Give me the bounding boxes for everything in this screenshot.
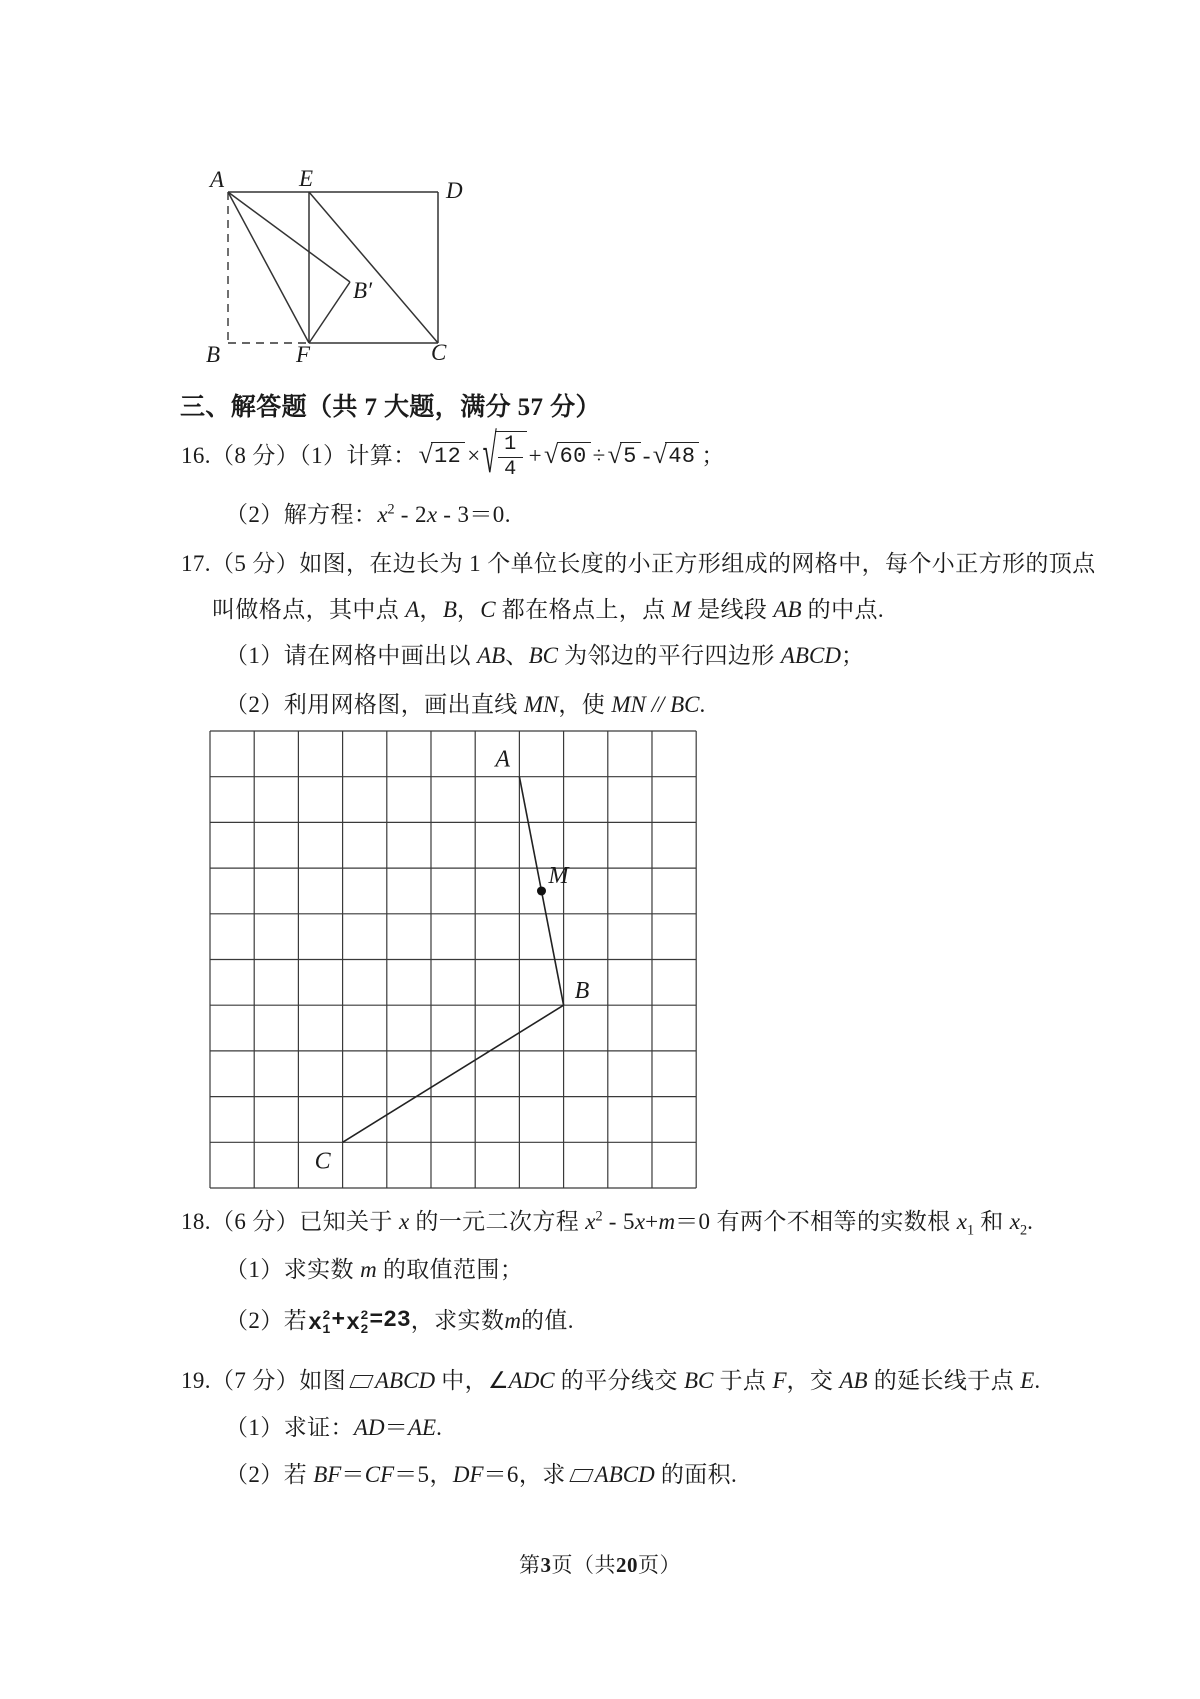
question-19-item2: （2）若 BF＝CF＝5，DF＝6，求 ABCD 的面积.: [225, 1462, 738, 1487]
grid-label-B: B: [574, 978, 590, 1005]
segment-B-C: [343, 1005, 564, 1142]
fold-label-Bp: B′: [353, 278, 373, 303]
sqrt-expression: √ 60: [544, 442, 591, 470]
fold-edge-A-F: [228, 192, 309, 343]
question-17-line2: 叫做格点，其中点 A，B，C 都在格点上，点 M 是线段 AB 的中点.: [212, 597, 885, 622]
sqrt-expression: √ 48: [653, 442, 700, 470]
question-18-item1: （1）求实数 m 的取值范围；: [225, 1257, 524, 1282]
var-with-sup-sub: x 2 2: [346, 1309, 369, 1338]
fold-label-C: C: [431, 340, 447, 365]
parallelogram-icon: [569, 1469, 593, 1482]
grid-label-A: A: [495, 746, 511, 773]
fold-label-F: F: [296, 342, 311, 367]
point-M-dot: [537, 886, 546, 895]
var-with-sup-sub: x 2 1: [308, 1309, 331, 1338]
question-18-line1: 18.（6 分）已知关于 x 的一元二次方程 $x^2 - 5x+m=0$ 有两个不相等的实数根 $x_1$ 和 $x_2$.: [181, 1208, 1034, 1239]
sqrt-fraction-expression: √ $\frac{1}{4}$: [483, 431, 527, 481]
fold-figure: [195, 155, 475, 375]
parallelogram-icon: [349, 1375, 373, 1388]
question-17-item1: （1）请在网格中画出以 AB、BC 为邻边的平行四边形 ABCD；: [225, 643, 865, 668]
fold-label-D: D: [446, 178, 463, 203]
sqrt-expression: √ 5: [608, 442, 641, 470]
question-18-item2: （2）若 x 2 1 + x 2 2 =23 ，求实数 m 的值.: [225, 1307, 574, 1338]
question-16-part2: （2）解方程：$x^2 - 2x - 3=0$.: [225, 501, 511, 527]
grid-figure: [210, 731, 696, 1188]
sqrt-expression: √ 12: [419, 442, 466, 470]
question-17-line1: 17.（5 分）如图，在边长为 1 个单位长度的小正方形组成的网格中，每个小正方形的顶点: [181, 551, 1096, 576]
grid-label-C: C: [314, 1148, 331, 1175]
question-19-item1: （1）求证：AD＝AE.: [225, 1415, 443, 1440]
page-footer: 第3页（共20页）: [519, 1553, 681, 1577]
fold-label-B: B: [206, 342, 221, 367]
fold-edge-E-C: [309, 192, 438, 343]
question-16-part1: 16.（8 分）（1）计算： √ 12 × √ $\frac{1}{4}$ + √ 60 ÷ √ 5 - √ 48 ；: [181, 426, 725, 486]
fold-edge-A-Bp: [228, 192, 350, 282]
section-header: 三、解答题（共 7 大题，满分 57 分）: [180, 394, 601, 421]
question-17-item2: （2）利用网格图，画出直线 MN，使 MN // BC.: [225, 692, 706, 717]
fold-label-E: E: [299, 166, 314, 191]
question-19-line1: 19.（7 分）如图 ABCD 中，∠ADC 的平分线交 BC 于点 F，交 AB 的延长线于点 E.: [181, 1368, 1041, 1394]
fold-label-A: A: [210, 167, 225, 192]
fold-edge-F-Bp: [309, 282, 350, 343]
grid-label-M: M: [548, 862, 569, 889]
